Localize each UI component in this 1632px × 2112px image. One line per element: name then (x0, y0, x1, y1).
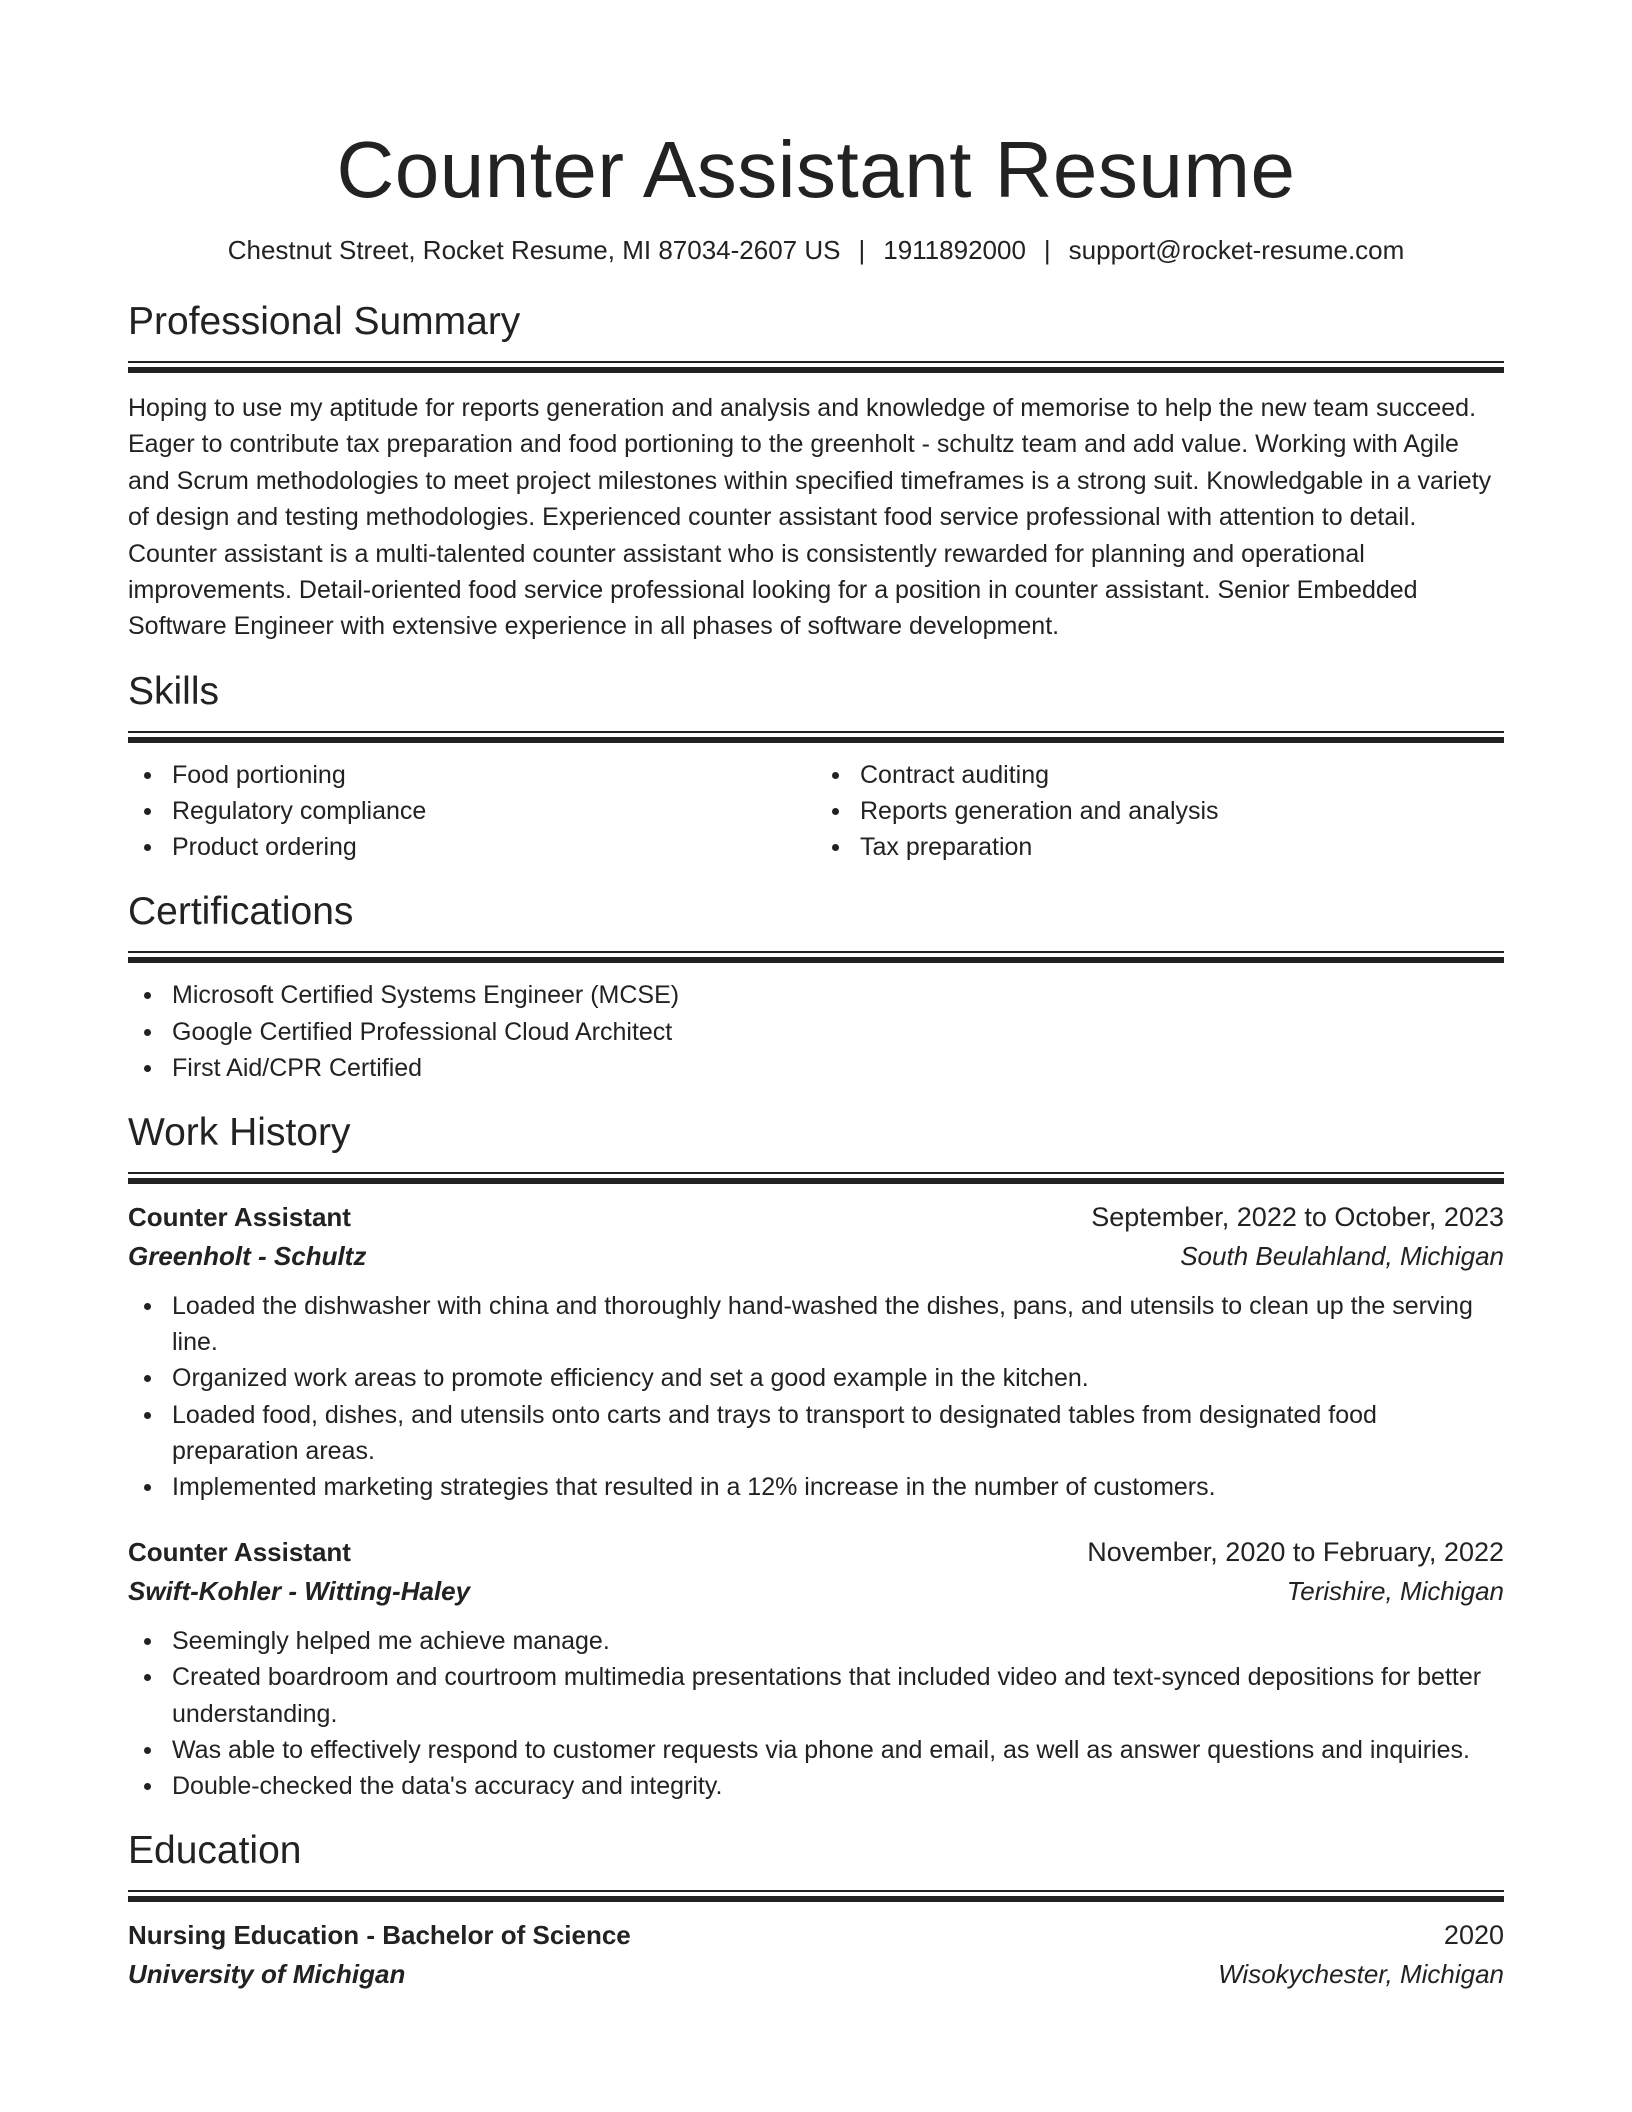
contact-email: support@rocket-resume.com (1068, 235, 1405, 265)
job-bullet: Implemented marketing strategies that resulted in a 12% increase in the number of customers. (172, 1469, 1504, 1505)
resume-page (128, 0, 1504, 1994)
job-dates: November, 2020 to February, 2022 (1087, 1537, 1504, 1568)
section-heading-work-history: Work History (128, 1111, 351, 1155)
skill-item: Product ordering (172, 829, 816, 865)
contact-line (128, 232, 1504, 268)
section-divider (128, 1172, 1504, 1183)
summary-text: Hoping to use my aptitude for reports generation and analysis and knowledge of memorise to help the new team succeed. Eager to contribute tax preparation and food portioning to the greenholt - schultz team and add value. Working with Agile and Scrum methodologies to meet project milestones within specified timeframes is a strong suit. Knowledgable in a variety of design and testing methodologies. Experienced counter assistant food service professional with attention to detail. Counter assistant is a multi-talented counter assistant who is consistently rewarded for planning and operational improvements. Detail-oriented food service professional looking for a position in counter assistant. Senior Embedded Software Engineer with extensive experience in all phases of software development. (128, 394, 1492, 641)
job-entry (128, 1533, 1504, 1804)
contact-separator: | (1043, 235, 1051, 265)
section-divider (128, 1890, 1504, 1901)
job-company: Greenholt - Schultz (128, 1241, 367, 1272)
job-entry (128, 1198, 1504, 1505)
job-bullet: Loaded the dishwasher with china and thoroughly hand-washed the dishes, pans, and utensils to clean up the serving line. (172, 1288, 1504, 1360)
section-divider (128, 361, 1504, 372)
certification-item: Microsoft Certified Systems Engineer (MCSE) (172, 977, 1504, 1013)
skills-columns (128, 757, 1504, 866)
job-dates: September, 2022 to October, 2023 (1091, 1202, 1504, 1233)
job-title: Counter Assistant (128, 1202, 351, 1233)
job-bullet: Loaded food, dishes, and utensils onto carts and trays to transport to designated tables from designated food preparation areas. (172, 1397, 1504, 1469)
certifications-section (128, 887, 1504, 1086)
work-history-section (128, 1108, 1504, 1804)
job-bullet: Seemingly helped me achieve manage. (172, 1623, 1504, 1659)
skill-item: Food portioning (172, 757, 816, 793)
job-bullet: Created boardroom and courtroom multimedia presentations that included video and text-synced depositions for better understanding. (172, 1659, 1504, 1731)
section-heading-certifications: Certifications (128, 890, 354, 934)
skill-item: Contract auditing (860, 757, 1504, 793)
skills-right-column (816, 757, 1504, 866)
skill-item: Regulatory compliance (172, 793, 816, 829)
section-divider (128, 731, 1504, 742)
skills-left-column (128, 757, 816, 866)
education-school: University of Michigan (128, 1959, 406, 1990)
job-bullet: Organized work areas to promote efficiency and set a good example in the kitchen. (172, 1360, 1504, 1396)
education-year: 2020 (1443, 1920, 1504, 1951)
section-heading-education: Education (128, 1829, 302, 1873)
job-bullet: Double-checked the data's accuracy and integrity. (172, 1768, 1504, 1804)
education-entry (128, 1916, 1504, 1994)
certification-item: First Aid/CPR Certified (172, 1050, 1504, 1086)
job-title: Counter Assistant (128, 1537, 351, 1568)
job-company: Swift-Kohler - Witting-Haley (128, 1576, 471, 1607)
job-location: South Beulahland, Michigan (1180, 1241, 1504, 1272)
contact-separator: | (858, 235, 866, 265)
section-heading-summary: Professional Summary (128, 300, 521, 343)
education-location: Wisokychester, Michigan (1218, 1959, 1504, 1990)
section-heading-skills: Skills (128, 669, 220, 713)
section-divider (128, 951, 1504, 962)
education-section (128, 1826, 1504, 1994)
education-degree: Nursing Education - Bachelor of Science (128, 1920, 631, 1951)
skills-section (128, 667, 1504, 866)
resume-title: Counter Assistant Resume (336, 125, 1296, 214)
job-location: Terishire, Michigan (1286, 1576, 1504, 1607)
contact-address: Chestnut Street, Rocket Resume, MI 87034-2607 US (227, 235, 841, 265)
summary-section (128, 297, 1504, 645)
contact-phone: 1911892000 (883, 235, 1026, 265)
skill-item: Tax preparation (860, 829, 1504, 865)
job-bullet: Was able to effectively respond to customer requests via phone and email, as well as answer questions and inquiries. (172, 1732, 1504, 1768)
certification-item: Google Certified Professional Cloud Architect (172, 1014, 1504, 1050)
skill-item: Reports generation and analysis (860, 793, 1504, 829)
